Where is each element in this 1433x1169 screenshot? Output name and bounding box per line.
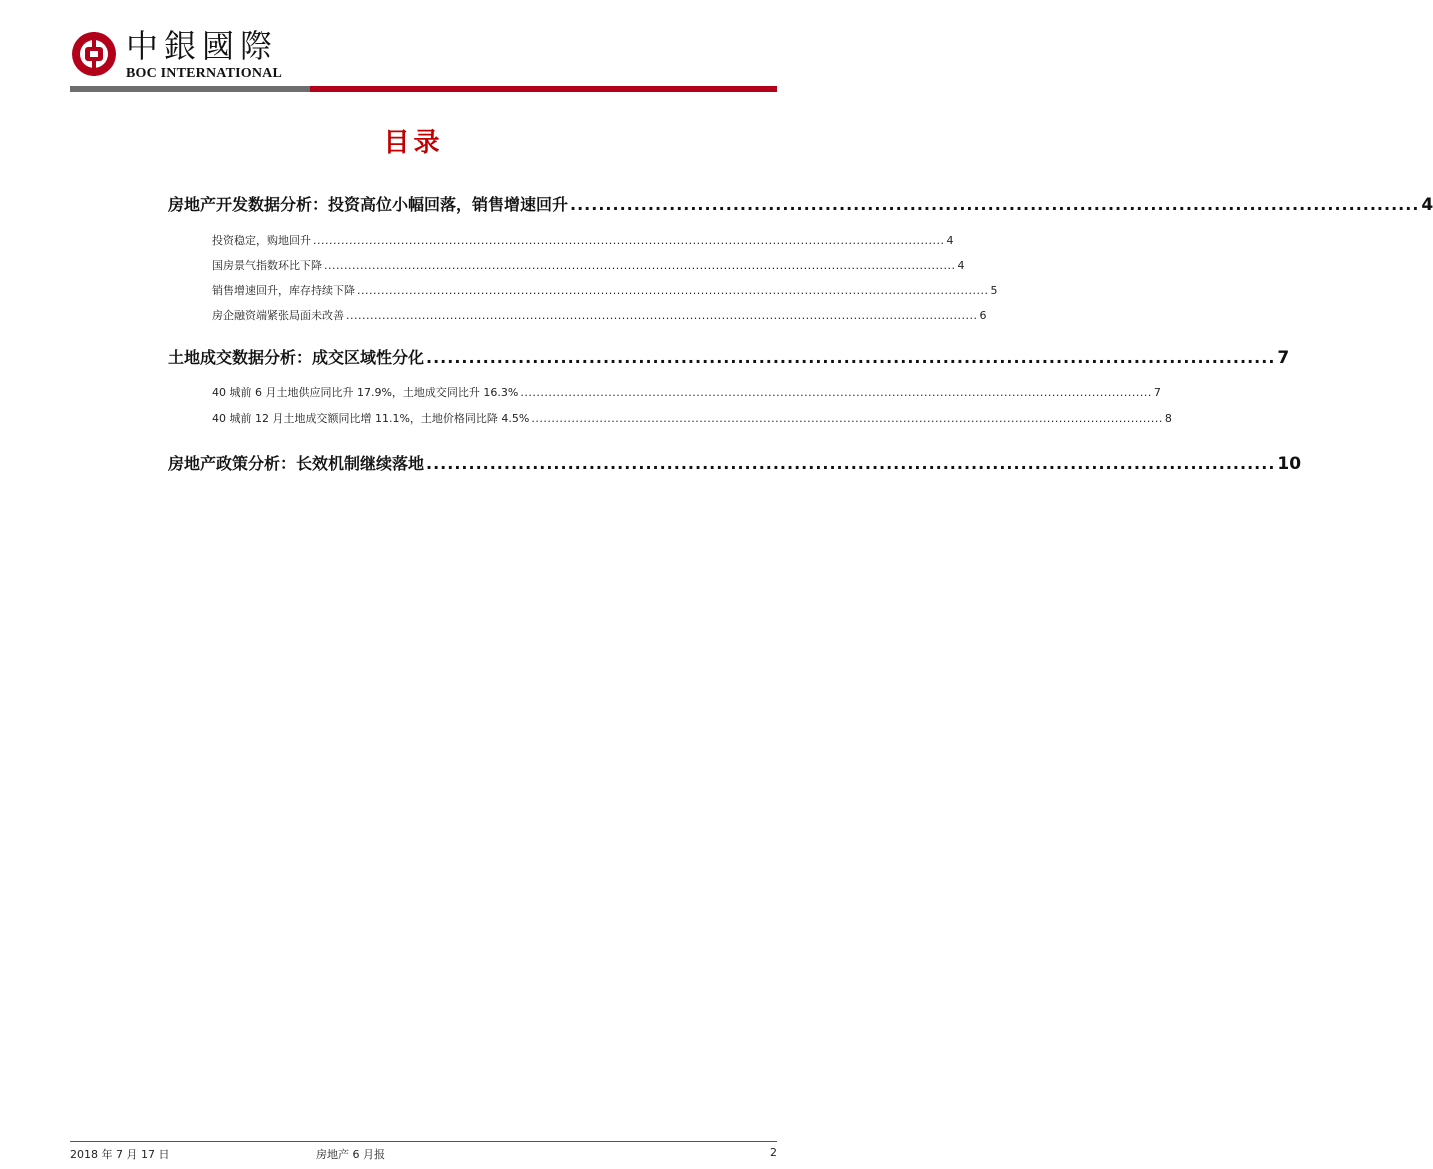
toc-item[interactable] bbox=[212, 282, 998, 298]
company-logo bbox=[70, 26, 310, 86]
footer-page-number: 2 bbox=[770, 1146, 777, 1159]
toc-section[interactable] bbox=[168, 451, 1302, 474]
footer-date: 2018 年 7 月 17 日 bbox=[70, 1148, 170, 1161]
toc-leader-dots: .............................................................................................................................................................. bbox=[346, 309, 978, 322]
toc-item[interactable] bbox=[212, 232, 954, 248]
toc-item[interactable] bbox=[212, 410, 1172, 426]
toc-leader-dots: .............................................................................................................................................................. bbox=[520, 386, 1152, 399]
toc-section-page: 4 bbox=[1421, 195, 1433, 215]
toc-section[interactable] bbox=[168, 345, 1290, 368]
toc-item-page: 5 bbox=[990, 284, 998, 297]
toc-item-title: 销售增速回升，库存持续下降 bbox=[212, 284, 355, 297]
toc-section-page: 10 bbox=[1277, 454, 1302, 474]
toc-leader-dots: ........................................................................................................................ bbox=[426, 348, 1276, 367]
toc-item-page: 8 bbox=[1164, 412, 1172, 425]
toc-item[interactable] bbox=[212, 257, 965, 273]
toc-item-page: 7 bbox=[1153, 386, 1161, 399]
toc-section-title: 房地产开发数据分析：投资高位小幅回落，销售增速回升 bbox=[168, 195, 569, 214]
header-rule-gray bbox=[70, 86, 310, 92]
logo-english-name: BOC INTERNATIONAL bbox=[126, 66, 282, 81]
toc-item-title: 国房景气指数环比下降 bbox=[212, 259, 322, 272]
toc-item-page: 4 bbox=[957, 259, 965, 272]
toc-section-page: 7 bbox=[1277, 348, 1290, 368]
toc-item-page: 4 bbox=[946, 234, 954, 247]
toc-item[interactable] bbox=[212, 384, 1161, 400]
toc-leader-dots: .............................................................................................................................................................. bbox=[357, 284, 989, 297]
toc-item-title: 投资稳定，购地回升 bbox=[212, 234, 311, 247]
logo-chinese-name: 中銀國際 bbox=[126, 27, 279, 65]
toc-item[interactable] bbox=[212, 307, 987, 323]
boc-logo-icon bbox=[70, 30, 118, 78]
toc-item-title: 房企融资端紧张局面未改善 bbox=[212, 309, 344, 322]
toc-leader-dots: .............................................................................................................................................................. bbox=[531, 412, 1163, 425]
toc-leader-dots: .............................................................................................................................................................. bbox=[324, 259, 956, 272]
toc-leader-dots: .............................................................................................................................................................. bbox=[313, 234, 945, 247]
toc-item-title: 40 城前 12 月土地成交额同比增 11.1%，土地价格同比降 4.5% bbox=[212, 412, 530, 425]
toc-leader-dots: ........................................................................................................................ bbox=[570, 195, 1420, 214]
toc-item-title: 40 城前 6 月土地供应同比升 17.9%，土地成交同比升 16.3% bbox=[212, 386, 519, 399]
footer-report-name: 房地产 6 月报 bbox=[316, 1148, 385, 1161]
toc-section[interactable] bbox=[168, 192, 1433, 215]
toc-leader-dots: ........................................................................................................................ bbox=[426, 454, 1276, 473]
toc-section-title: 房地产政策分析：长效机制继续落地 bbox=[168, 454, 425, 473]
page-title: 目录 bbox=[383, 128, 444, 158]
header-rule-red bbox=[310, 86, 777, 92]
toc-section-title: 土地成交数据分析：成交区域性分化 bbox=[168, 348, 425, 367]
toc-item-page: 6 bbox=[979, 309, 987, 322]
footer-rule bbox=[70, 1141, 777, 1142]
